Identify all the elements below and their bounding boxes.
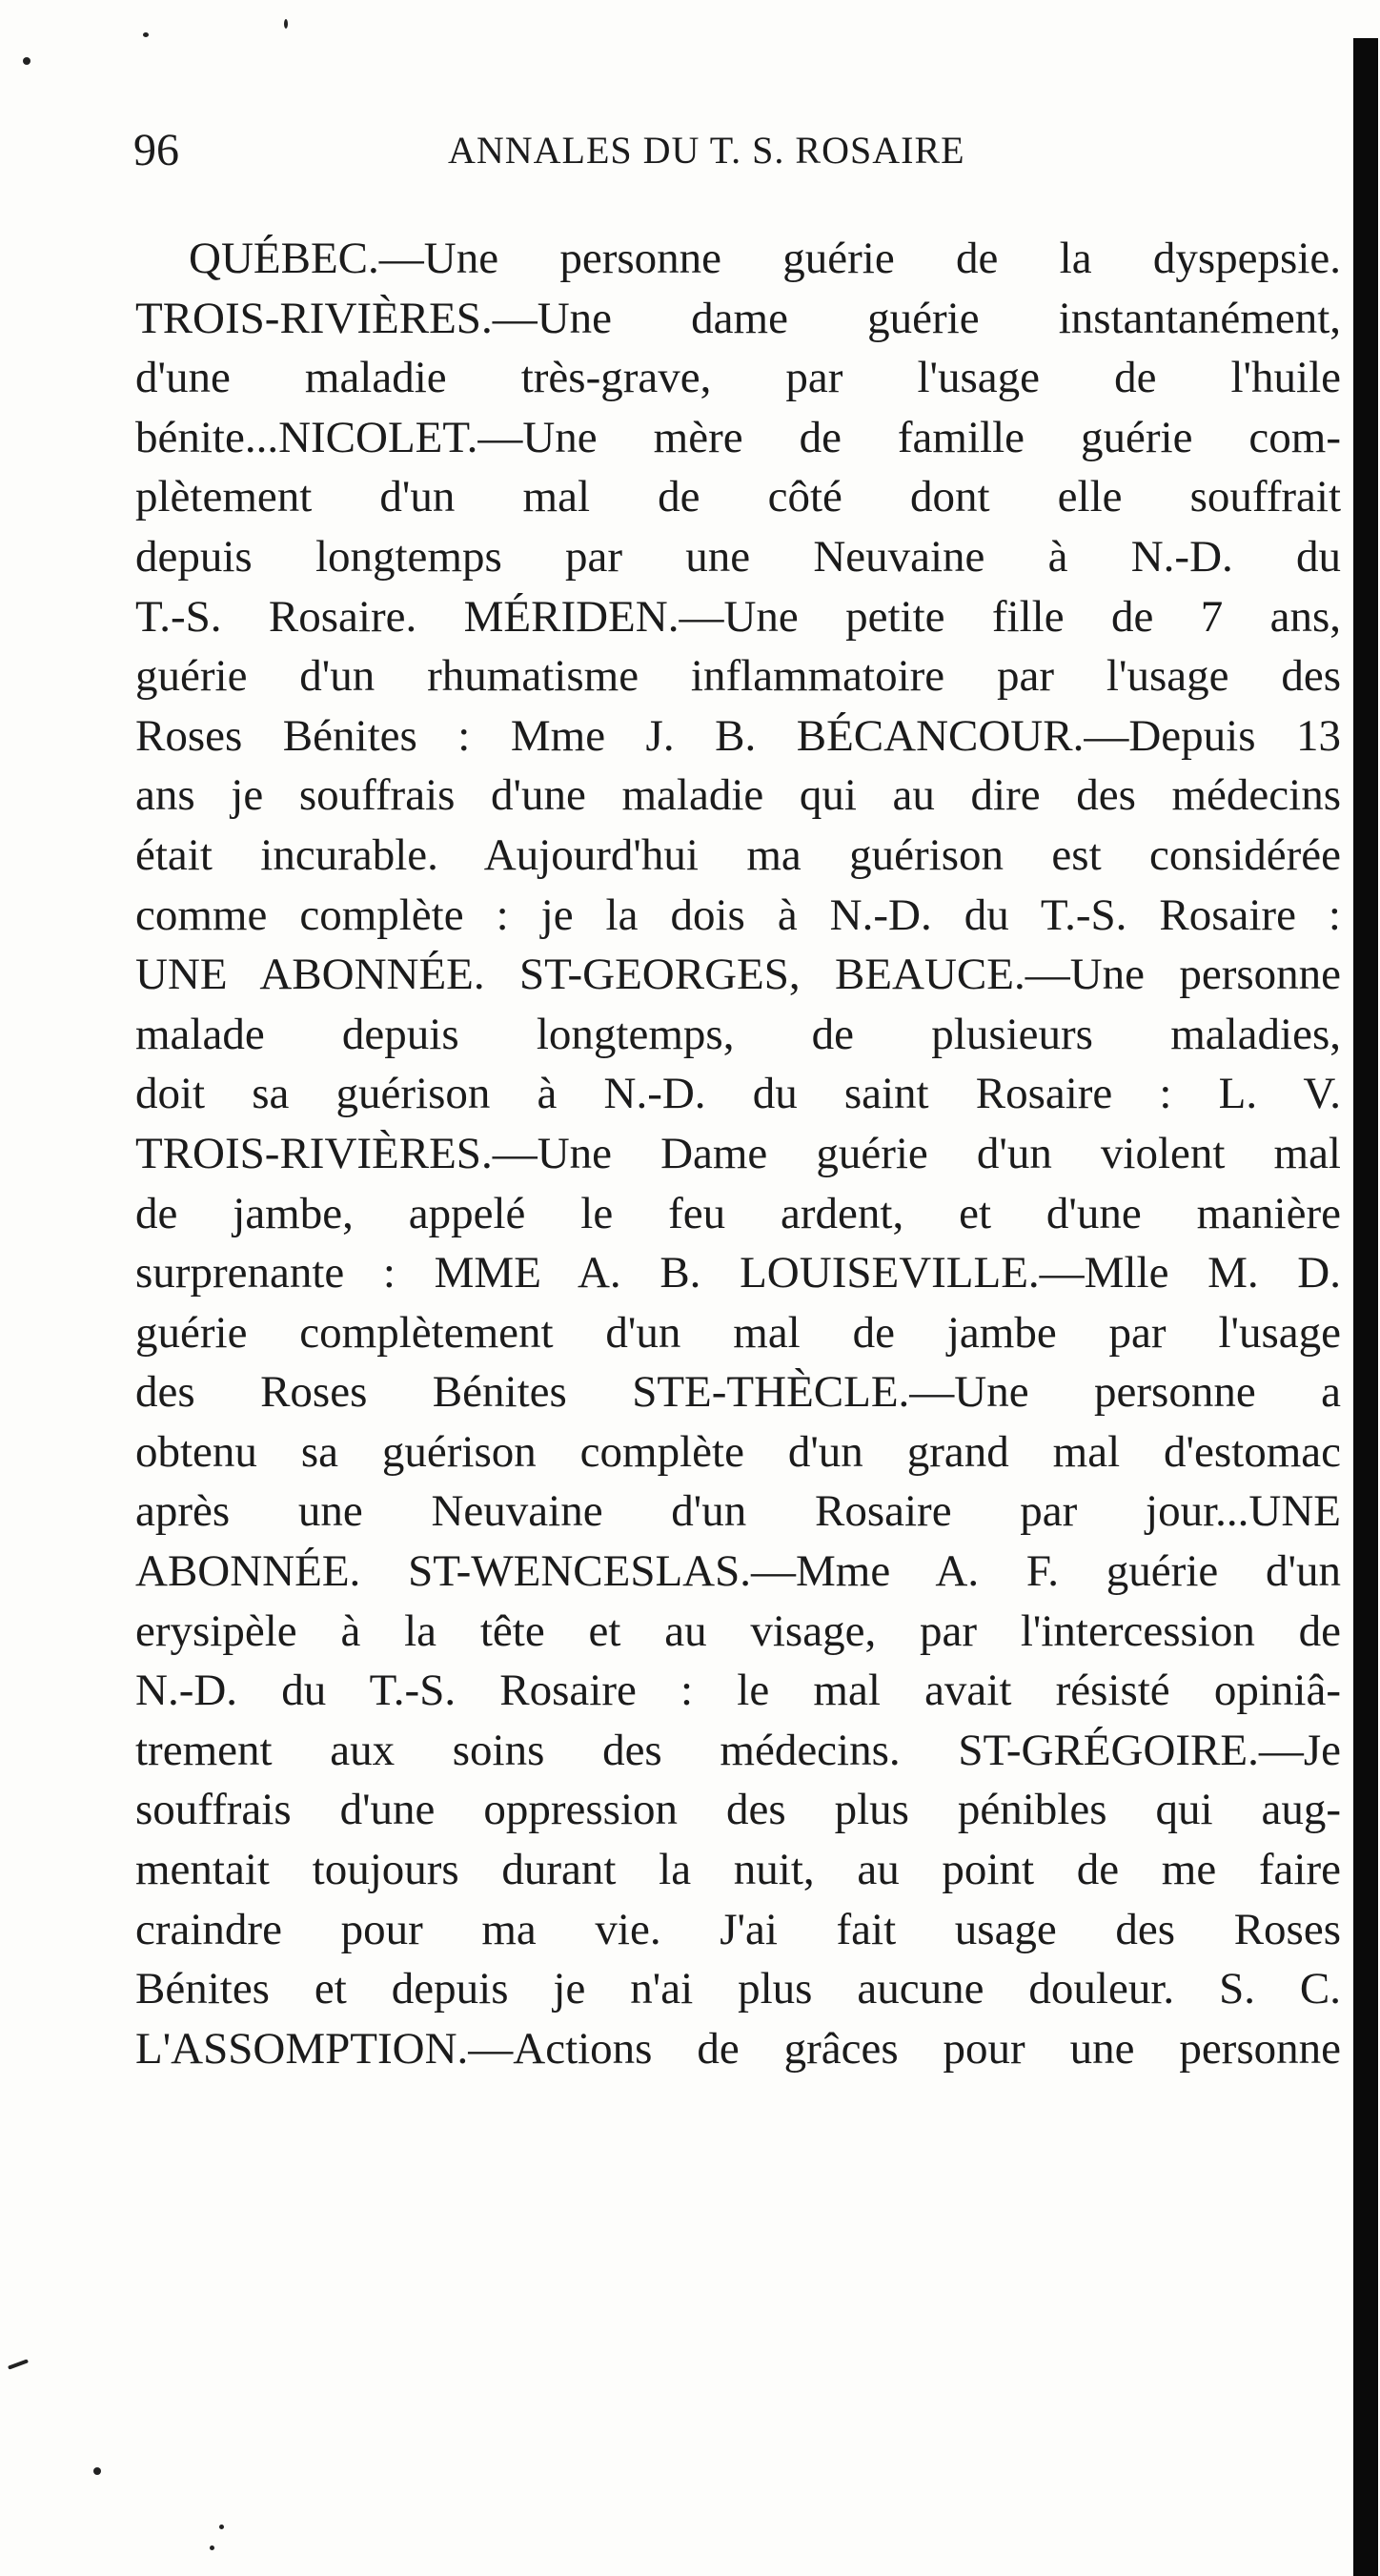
text-line: était incurable. Aujourd'hui ma guérison est considérée [135,829,1341,880]
ink-speck [93,2467,101,2475]
text-line: TROIS-RIVIÈRES.—Une dame guérie instantanément, [135,293,1341,343]
text-line: craindre pour ma vie. J'ai fait usage des Roses [135,1904,1341,1954]
text-line: erysipèle à la tête et au visage, par l'intercession de [135,1605,1341,1656]
text-line: guérie complètement d'un mal de jambe par l'usage [135,1307,1341,1358]
text-line: Roses Bénites : Mme J. B. BÉCANCOUR.—Depuis 13 [135,710,1341,761]
text-line: après une Neuvaine d'un Rosaire par jour...UNE [135,1486,1341,1537]
text-line: de jambe, appelé le feu ardent, et d'une manière [135,1188,1341,1238]
text-line: TROIS-RIVIÈRES.—Une Dame guérie d'un violent mal [135,1128,1341,1178]
text-line: des Roses Bénites STE-THÈCLE.—Une personne a [135,1367,1341,1418]
text-line: surprenante : MME A. B. LOUISEVILLE.—Mlle M. D. [135,1248,1341,1298]
text-line: plètement d'un mal de côté dont elle souffrait [135,472,1341,522]
text-line: N.-D. du T.-S. Rosaire : le mal avait résisté opiniâ- [135,1666,1341,1716]
text-line: UNE ABONNÉE. ST-GEORGES, BEAUCE.—Une personne [135,950,1341,1000]
ink-speck [23,57,30,65]
text-line: obtenu sa guérison complète d'un grand mal d'estomac [135,1426,1341,1477]
text-line: d'une maladie très-grave, par l'usage de l'huile [135,353,1341,403]
text-line: trement aux soins des médecins. ST-GRÉGOIRE.—Je [135,1725,1341,1775]
page-header [133,124,1334,181]
page-edge-shadow [1353,38,1378,2576]
text-line: ans je souffrais d'une maladie qui au dire des médecins [135,770,1341,821]
text-line: QUÉBEC.—Une personne guérie de la dyspepsie. [189,234,1341,283]
text-line: T.-S. Rosaire. MÉRIDEN.—Une petite fille de 7 ans, [135,591,1341,642]
text-line: L'ASSOMPTION.—Actions de grâces pour une personne [135,2023,1341,2074]
ink-speck [284,19,288,29]
body-text [135,229,1341,2078]
text-line: bénite...NICOLET.—Une mère de famille guérie com- [135,412,1341,462]
text-line: doit sa guérison à N.-D. du saint Rosaire : L. V. [135,1069,1341,1119]
ink-speck [8,2359,29,2369]
page-number: 96 [133,125,179,175]
text-line: malade depuis longtemps, de plusieurs maladies, [135,1009,1341,1059]
text-line: Bénites et depuis je n'ai plus aucune douleur. S. C. [135,1964,1341,2014]
text-line: depuis longtemps par une Neuvaine à N.-D. du [135,531,1341,582]
text-line: guérie d'un rhumatisme inflammatoire par l'usage des [135,651,1341,702]
ink-speck [210,2545,214,2550]
text-line: ABONNÉE. ST-WENCESLAS.—Mme A. F. guérie d'un [135,1546,1341,1597]
ink-speck [143,32,149,37]
ink-speck [219,2525,224,2529]
text-line: mentait toujours durant la nuit, au point de me faire [135,1845,1341,1895]
text-line: souffrais d'une oppression des plus pénibles qui aug- [135,1785,1341,1835]
running-head: ANNALES DU T. S. ROSAIRE [448,129,965,172]
text-line: comme complète : je la dois à N.-D. du T.-S. Rosaire : [135,889,1341,940]
